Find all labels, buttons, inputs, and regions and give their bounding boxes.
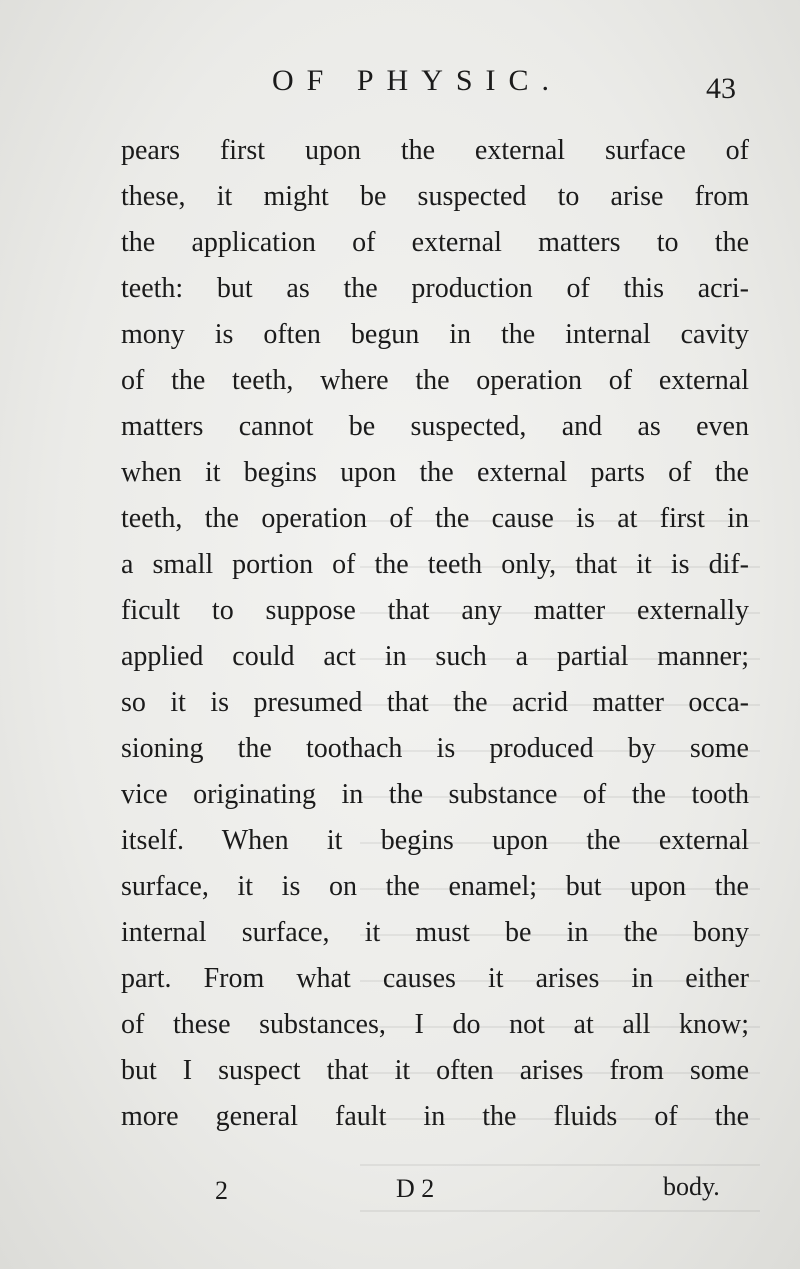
text-line: part. From what causes it arises in either [121, 963, 749, 994]
text-line: of the teeth, where the operation of external [121, 365, 749, 396]
text-line: applied could act in such a partial manner; [121, 641, 749, 672]
gathering-signature: D 2 [396, 1174, 435, 1203]
text-line: these, it might be suspected to arise from [121, 181, 749, 212]
text-line: matters cannot be suspected, and as even [121, 411, 749, 442]
text-line: sioning the toothach is produced by some [121, 733, 749, 764]
text-line: the application of external matters to the [121, 227, 749, 258]
text-line: a small portion of the teeth only, that it is dif- [121, 549, 749, 580]
text-line: internal surface, it must be in the bony [121, 917, 749, 948]
text-line: vice originating in the substance of the tooth [121, 779, 749, 810]
text-line: when it begins upon the external parts of the [121, 457, 749, 488]
signature-mark: 2 [215, 1176, 228, 1205]
text-line: so it is presumed that the acrid matter occa- [121, 687, 749, 718]
text-line: teeth, the operation of the cause is at first in [121, 503, 749, 534]
text-line: more general fault in the fluids of the [121, 1101, 749, 1132]
body-text [121, 128, 749, 1140]
running-head [0, 64, 800, 104]
text-line: but I suspect that it often arises from some [121, 1055, 749, 1086]
text-line: surface, it is on the enamel; but upon the [121, 871, 749, 902]
text-line: teeth: but as the production of this acri- [121, 273, 749, 304]
text-line: of these substances, I do not at all know; [121, 1009, 749, 1040]
text-line: ficult to suppose that any matter externally [121, 595, 749, 626]
text-line: mony is often begun in the internal cavity [121, 319, 749, 350]
text-line: pears first upon the external surface of [121, 135, 749, 166]
running-title: OF PHYSIC. [272, 64, 563, 97]
page-footer [0, 1168, 800, 1208]
text-line: itself. When it begins upon the external [121, 825, 749, 856]
catchword: body. [663, 1172, 720, 1201]
page-number: 43 [706, 72, 736, 105]
